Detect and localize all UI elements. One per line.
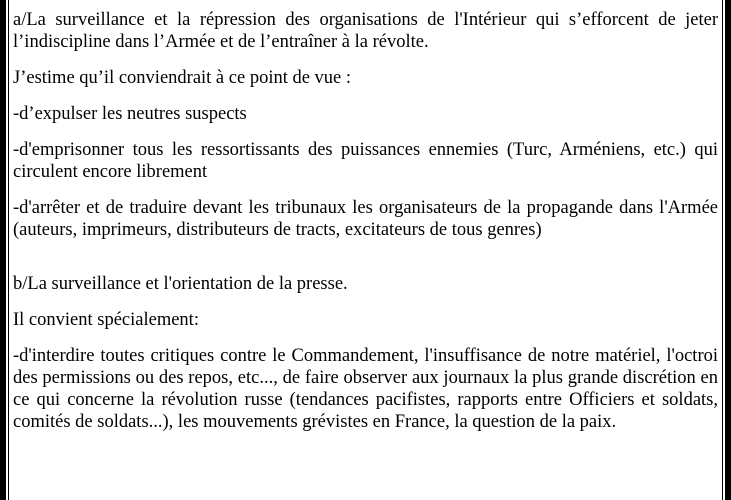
paragraph-estime: J’estime qu’il conviendrait à ce point de vue :	[13, 68, 352, 88]
paragraph-spacer	[13, 183, 718, 197]
list-item-arreter: -d'arrêter et de traduire devant les tribunaux les organisateurs de la propagande dans l'Armée (auteurs, imprimeurs, distributeurs de tracts, excitateurs de tous genres)	[13, 198, 718, 240]
left-border-rule	[8, 0, 9, 500]
paragraph-b-surveillance-presse: b/La surveillance et l'orientation de la presse.	[13, 274, 348, 294]
paragraph-spacer	[13, 125, 718, 139]
list-item-interdire: -d'interdire toutes critiques contre le Commandement, l'insuffisance de notre matériel, l'octroi des permissions ou des repos, etc..., de faire observer aux journaux la plus grande discrétion en ce qui concerne la révolution russe (tendances pacifistes, rapports entre Officiers et soldats, comités de soldats...), les mouvements grévistes en France, la question de la paix.	[13, 346, 718, 432]
paragraph-a-surveillance-repression: a/La surveillance et la répression des organisations de l'Intérieur qui s’efforcent de jeter l’indiscipline dans l’Armée et de l’entraîner à la révolte.	[13, 10, 718, 52]
list-item-expulser: -d’expulser les neutres suspects	[13, 104, 247, 124]
list-item-emprisonner: -d'emprisonner tous les ressortissants des puissances ennemies (Turc, Arméniens, etc.) qui circulent encore librement	[13, 140, 718, 182]
paragraph-spacer	[13, 241, 718, 273]
document-body	[13, 9, 718, 433]
paragraph-il-convient: Il convient spécialement:	[13, 310, 199, 330]
paragraph-spacer	[13, 53, 718, 67]
paragraph-spacer	[13, 89, 718, 103]
paragraph-spacer	[13, 295, 718, 309]
paragraph-spacer	[13, 331, 718, 345]
right-border-rule	[722, 0, 723, 500]
